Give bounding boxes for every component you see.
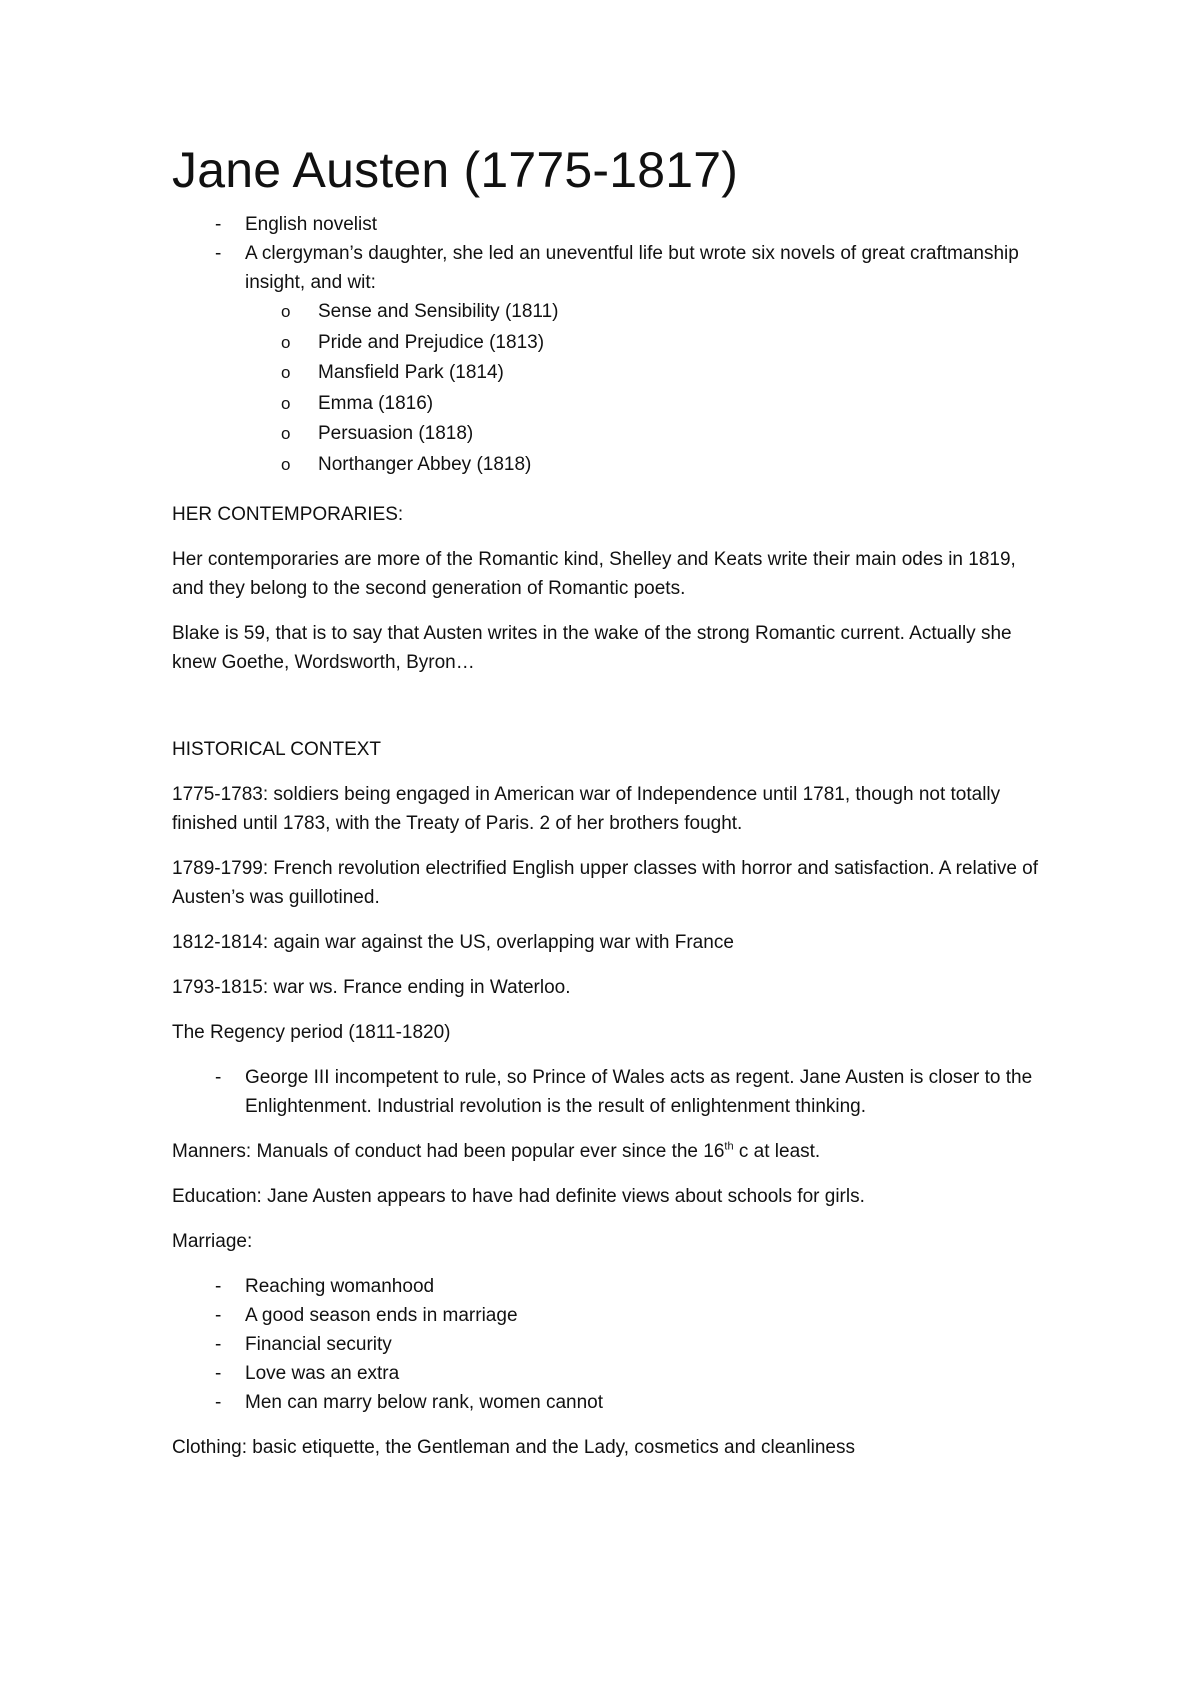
list-item <box>172 1063 1052 1121</box>
list-item-text: A clergyman’s daughter, she led an uneventful life but wrote six novels of great craftmanship insight, and wit: <box>245 243 1019 293</box>
list-item: - Men can marry below rank, women cannot <box>172 1388 1052 1417</box>
document-page <box>172 140 1052 1462</box>
manners-text-end: c at least. <box>733 1141 821 1162</box>
historical-paragraph: 1775-1783: soldiers being engaged in American war of Independence until 1781, though not totally finished until 1783, with the Treaty of Paris. 2 of her brothers fought. <box>172 784 1001 834</box>
novel-item: o Emma (1816) <box>172 389 1052 420</box>
intro-list <box>172 210 1052 480</box>
historical-paragraph: 1812-1814: again war against the US, overlapping war with France <box>172 932 734 953</box>
novel-item: o Sense and Sensibility (1811) <box>172 297 1052 328</box>
contemporaries-heading: HER CONTEMPORARIES: <box>172 504 404 525</box>
marriage-list <box>172 1272 1052 1417</box>
manners-text: Manners: Manuals of conduct had been popular ever since the 16 <box>172 1141 725 1162</box>
contemporaries-paragraph: Blake is 59, that is to say that Austen writes in the wake of the strong Romantic current. Actually she knew Goethe, Wordsworth, Byron… <box>172 623 1012 673</box>
novels-list <box>245 297 1052 480</box>
clothing-paragraph: Clothing: basic etiquette, the Gentleman and the Lady, cosmetics and cleanliness <box>172 1437 855 1458</box>
list-item <box>172 210 1052 239</box>
list-item: - Reaching womanhood <box>172 1272 1052 1301</box>
education-paragraph: Education: Jane Austen appears to have had definite views about schools for girls. <box>172 1186 865 1207</box>
manners-superscript: th <box>724 1140 734 1153</box>
contemporaries-paragraph: Her contemporaries are more of the Romantic kind, Shelley and Keats write their main odes in 1819, and they belong to the second generation of Romantic poets. <box>172 549 1016 599</box>
novel-item: o Pride and Prejudice (1813) <box>172 328 1052 359</box>
list-item: - A good season ends in marriage <box>172 1301 1052 1330</box>
list-item-text: English novelist <box>245 214 378 235</box>
regency-heading: The Regency period (1811-1820) <box>172 1022 451 1043</box>
historical-paragraph: 1793-1815: war ws. France ending in Waterloo. <box>172 977 571 998</box>
list-item-text: George III incompetent to rule, so Prince of Wales acts as regent. Jane Austen is closer to the Enlightenment. Industrial revolution is the result of enlightenment thinking. <box>245 1067 1033 1117</box>
manners-paragraph <box>172 1137 1052 1166</box>
document-title: Jane Austen (1775-1817) <box>172 142 739 198</box>
novel-item: o Persuasion (1818) <box>172 419 1052 450</box>
historical-paragraph: 1789-1799: French revolution electrified English upper classes with horror and satisfaction. A relative of Austen’s was guillotined. <box>172 858 1039 908</box>
historical-heading: HISTORICAL CONTEXT <box>172 739 382 760</box>
marriage-heading: Marriage: <box>172 1231 253 1252</box>
list-item <box>172 239 1052 480</box>
regency-list <box>172 1063 1052 1121</box>
list-item: - Love was an extra <box>172 1359 1052 1388</box>
novel-item: o Northanger Abbey (1818) <box>172 450 1052 481</box>
list-item: - Financial security <box>172 1330 1052 1359</box>
novel-item: o Mansfield Park (1814) <box>172 358 1052 389</box>
